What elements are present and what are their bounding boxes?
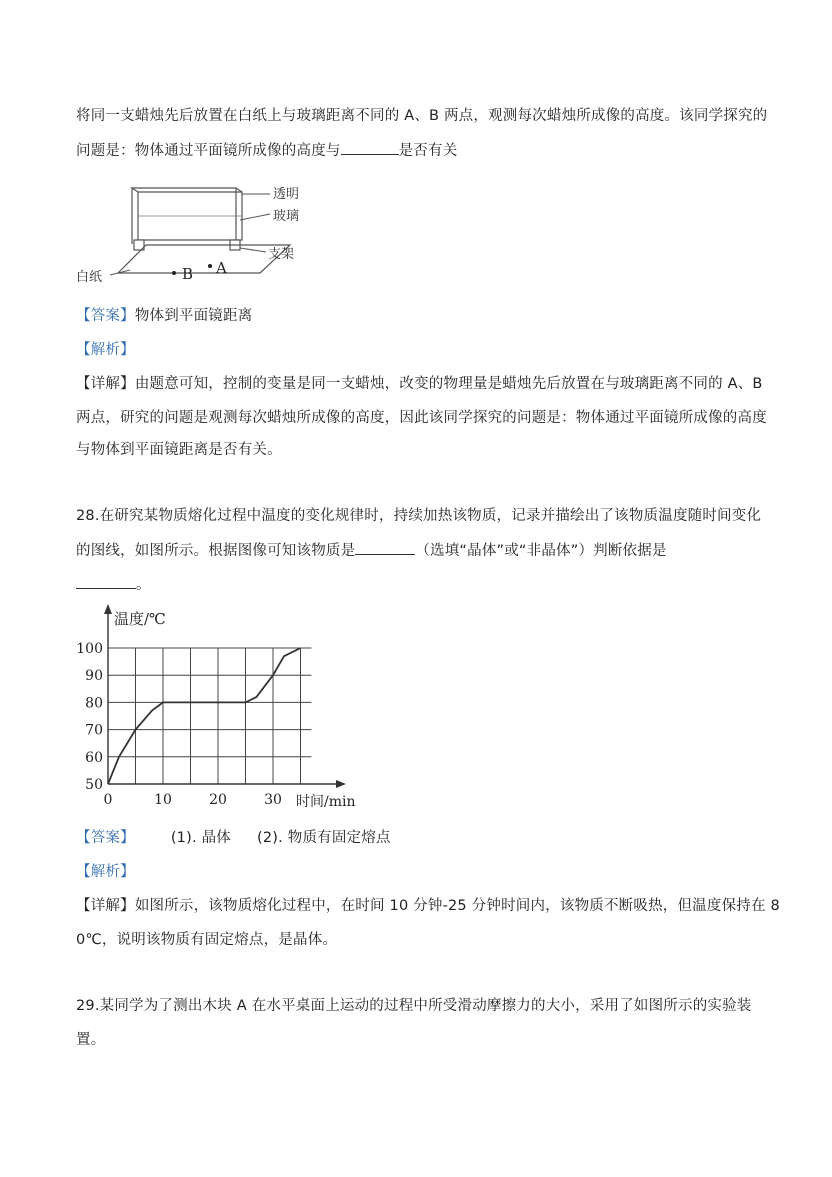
q27-detail-text-1: 由题意可知，控制的变量是同一支蜡烛，改变的物理量是蜡烛先后放置在与玻璃距离不同的 A、B: [134, 376, 763, 392]
q28-answer-blank-2: [76, 574, 136, 589]
q27-detail-line-1: [76, 374, 763, 394]
y-tick-label: 50: [85, 777, 103, 793]
q28-line-3: [76, 574, 151, 595]
q27-detail-tag: 【详解】: [76, 376, 135, 392]
q28-detail-line-2: 0℃，说明该物质有固定熔点，是晶体。: [76, 932, 338, 948]
q27-line-2-post: 是否有关: [398, 143, 458, 159]
mirror-experiment-figure: [70, 180, 310, 295]
label-glass-2: 玻璃: [273, 209, 300, 224]
q27-line-2: [76, 140, 457, 161]
q27-answer-tag: 【答案】: [76, 308, 135, 324]
x-tick-label: 30: [264, 792, 282, 808]
q28-answer: [76, 828, 391, 848]
q27-line-2-pre: 问题是：物体通过平面镜所成像的高度与: [76, 143, 341, 159]
melting-curve-chart: [70, 598, 370, 818]
y-tick-label: 60: [85, 749, 103, 766]
point-a-dot: [208, 264, 212, 268]
point-a-label: A: [216, 259, 227, 277]
q28-analysis-tag: 【解析】: [76, 864, 135, 880]
label-glass-1: 透明: [273, 187, 300, 202]
y-tick-label: 70: [85, 722, 103, 739]
q29-line-1: 29.某同学为了测出木块 A 在水平桌面上运动的过程中所受滑动摩擦力的大小，采用了如图所示的实验装: [76, 998, 752, 1014]
q27-detail-line-2: 两点，研究的问题是观测每次蜡烛所成像的高度，因此该同学探究的问题是：物体通过平面镜所成像的高度: [76, 410, 767, 426]
q28-detail-line-1: [76, 896, 780, 916]
x-tick-label: 10: [154, 792, 172, 808]
q27-line-1: 将同一支蜡烛先后放置在白纸上与玻璃距离不同的 A、B 两点，观测每次蜡烛所成像的高度。该同学探究的: [76, 108, 768, 124]
x-axis-label: 时间/min: [296, 794, 356, 810]
temperature-curve: [108, 648, 301, 784]
q27-analysis-tag: 【解析】: [76, 342, 135, 358]
q28-detail-tag: 【详解】: [76, 898, 135, 914]
x-axis-arrow: [336, 780, 346, 788]
q27-answer-blank: [341, 140, 399, 155]
q27-detail-line-3: 与物体到平面镜距离是否有关。: [76, 442, 282, 458]
label-paper: 白纸: [76, 270, 103, 285]
q28-answer-part-1: (1). 晶体: [170, 830, 231, 846]
y-tick-label: 80: [85, 695, 103, 712]
q28-line-2: [76, 540, 667, 561]
q28-line-2-pre: 的图线，如图所示。根据图像可知该物质是: [76, 543, 356, 559]
q28-answer-tag: 【答案】: [76, 830, 135, 846]
point-b-dot: [172, 271, 176, 275]
q29-line-2: 置。: [76, 1032, 106, 1048]
q27-answer-text: 物体到平面镜距离: [134, 308, 253, 324]
y-axis-label: 温度/℃: [114, 610, 166, 628]
q28-line-3-post: 。: [136, 577, 151, 593]
q27-answer: [76, 306, 252, 326]
q28-detail-text-1: 如图所示，该物质熔化过程中，在时间 10 分钟-25 分钟时间内，该物质不断吸热，但温度保持在 8: [134, 898, 780, 914]
q28-line-2-post: （选填“晶体”或“非晶体”）判断依据是: [415, 543, 667, 559]
q28-line-1: 28.在研究某物质熔化过程中温度的变化规律时，持续加热该物质，记录并描绘出了该物质温度随时间变化: [76, 508, 762, 524]
y-tick-label: 100: [76, 641, 103, 657]
x-tick-label: 20: [209, 792, 227, 808]
q28-answer-blank-1: [355, 540, 415, 555]
y-axis-arrow: [104, 604, 112, 614]
x-tick-label: 0: [103, 792, 113, 808]
point-b-label: B: [182, 265, 194, 283]
q28-answer-part-2: (2). 物质有固定熔点: [256, 830, 391, 846]
y-tick-label: 90: [85, 668, 103, 685]
label-stand: 支架: [268, 247, 295, 262]
